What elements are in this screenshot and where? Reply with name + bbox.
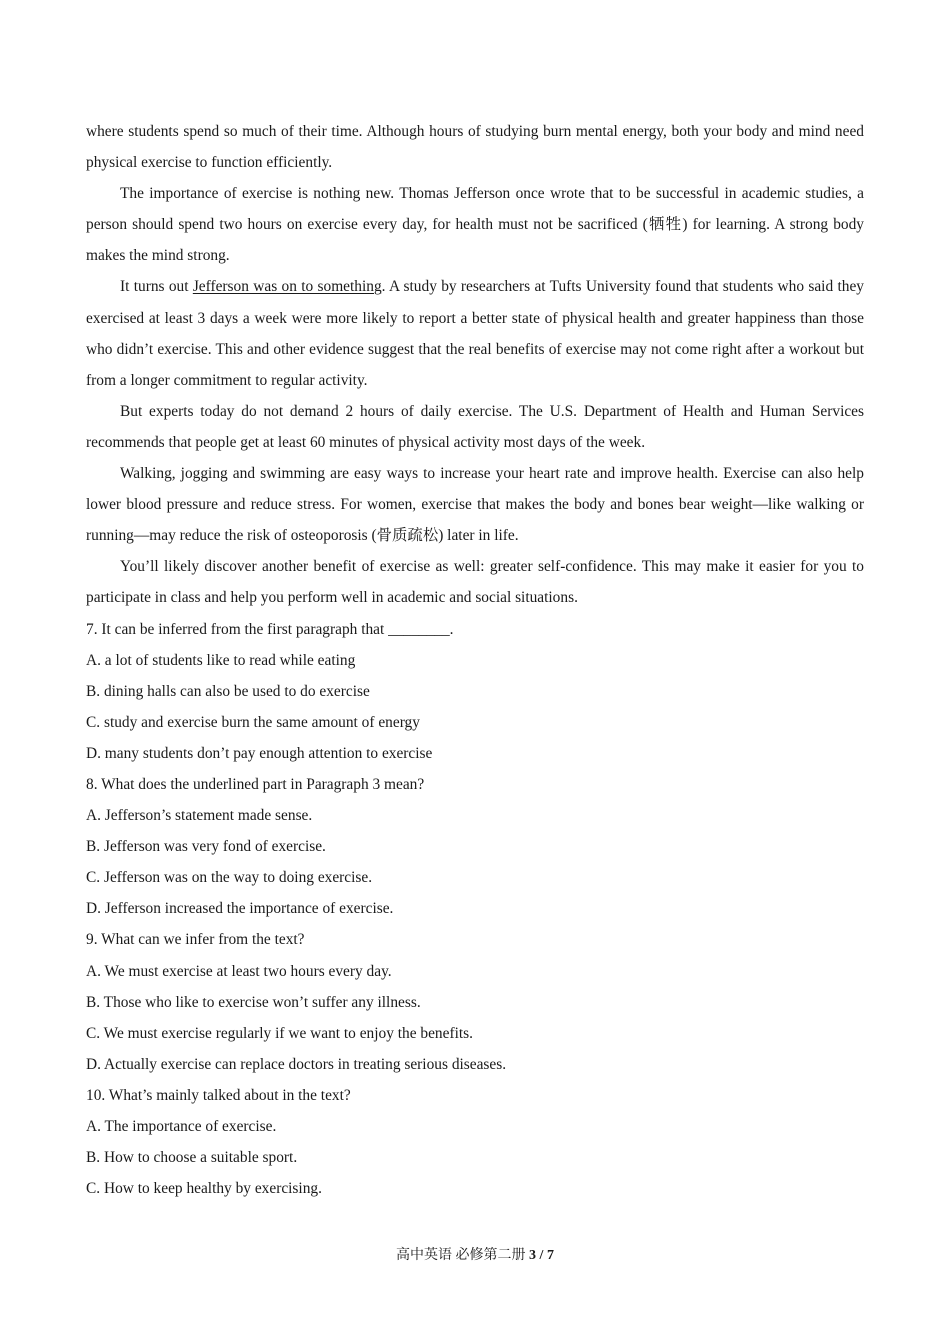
passage-paragraph-5: Walking, jogging and swimming are easy ways to increase your heart rate and improve health. Exercise can also help lower blood pressure and reduce stress. For women, exercise that makes the body and bones bear weight—like walking or running—may reduce the risk of osteoporosis (骨质疏松) later in life. [86, 465, 864, 545]
option-b: B. How to choose a suitable sport. [86, 1149, 298, 1167]
paragraph-3-lead: It turns out [120, 278, 193, 296]
option-a: A. The importance of exercise. [86, 1118, 277, 1135]
question-stem: 10. What’s mainly talked about in the text? [86, 1086, 351, 1104]
option-a: A. We must exercise at least two hours every day. [86, 962, 392, 980]
option-d: D. Jefferson increased the importance of exercise. [86, 900, 394, 918]
option-d: D. many students don’t pay enough attention to exercise [86, 744, 433, 762]
question-9 [86, 924, 864, 1079]
option-a: A. a lot of students like to read while eating [86, 651, 356, 669]
option-c: C. study and exercise burn the same amount of energy [86, 713, 420, 731]
paragraph-3-rest: . A study by researchers at Tufts University found that students who said they exercised at least 3 days a week were more likely to report a better state of physical health and greater happiness than those who didn’t exercise. This and other evidence suggest that the real benefits of exercise may not come right after a workout but from a longer commitment to regular activity. [86, 278, 864, 389]
option-d: D. Actually exercise can replace doctors in treating serious diseases. [86, 1055, 507, 1073]
option-b: B. Those who like to exercise won’t suffer any illness. [86, 993, 421, 1011]
question-stem: 8. What does the underlined part in Paragraph 3 mean? [86, 775, 425, 793]
question-stem: 7. It can be inferred from the first paragraph that ________. [86, 620, 454, 638]
passage-paragraph-6: You’ll likely discover another benefit of exercise as well: greater self-confidence. This may make it easier for you to participate in class and help you perform well in academic and social situations. [86, 558, 864, 607]
page-footer [0, 1244, 950, 1264]
current-page-number: 3 [529, 1248, 537, 1263]
option-b: B. Jefferson was very fond of exercise. [86, 838, 326, 856]
option-c: C. How to keep healthy by exercising. [86, 1180, 322, 1198]
passage-paragraph-1: where students spend so much of their time. Although hours of studying burn mental energy, both your body and mind need physical exercise to function efficiently. [86, 123, 864, 172]
option-c: C. We must exercise regularly if we want to enjoy the benefits. [86, 1024, 473, 1042]
footer-label: 高中英语 必修第二册 [396, 1248, 526, 1263]
option-a: A. Jefferson’s statement made sense. [86, 807, 313, 825]
option-c: C. Jefferson was on the way to doing exercise. [86, 869, 373, 887]
total-pages-number: 7 [546, 1248, 554, 1263]
document-page [86, 116, 864, 1204]
page-separator: / [539, 1248, 544, 1263]
passage-paragraph-2: The importance of exercise is nothing new. Thomas Jefferson once wrote that to be successful in academic studies, a person should spend two hours on exercise every day, for health must not be sacrificed (牺牲) for learning. A strong body makes the mind strong. [86, 185, 864, 265]
question-stem: 9. What can we infer from the text? [86, 931, 305, 949]
question-10 [86, 1080, 864, 1204]
option-b: B. dining halls can also be used to do exercise [86, 682, 370, 700]
passage-paragraph-3 [86, 271, 864, 395]
question-7 [86, 614, 864, 769]
underlined-phrase: Jefferson was on to something [192, 278, 382, 296]
passage-paragraph-4: But experts today do not demand 2 hours of daily exercise. The U.S. Department of Health and Human Services recommends that people get at least 60 minutes of physical activity most days of the week. [86, 402, 864, 451]
question-8 [86, 769, 864, 924]
